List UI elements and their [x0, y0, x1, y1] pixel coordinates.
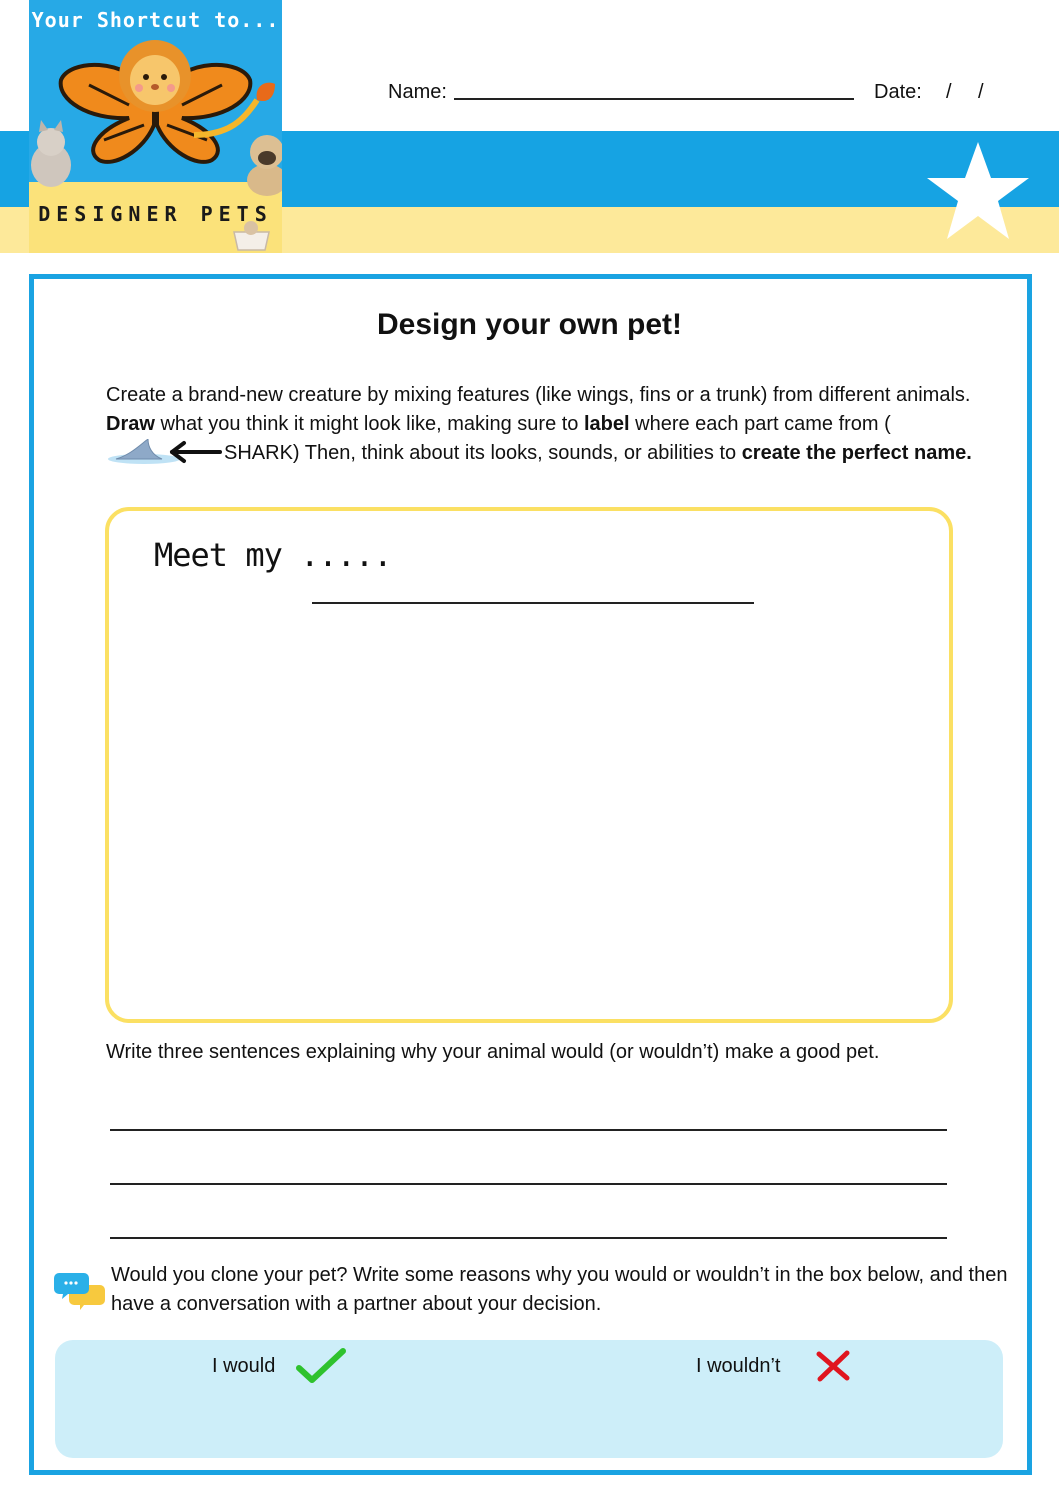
chat-bubbles-icon [54, 1271, 106, 1311]
cover-image [29, 0, 282, 253]
i-wouldnt-label: I wouldn’t [696, 1355, 781, 1377]
name-label: Name: [388, 81, 447, 103]
instructions-text: what you think it might look like, making sure to [154, 413, 584, 435]
lion-head-icon [119, 40, 191, 112]
answer-line-2[interactable] [110, 1183, 947, 1185]
star-icon [925, 140, 1031, 242]
date-label: Date: [874, 81, 922, 103]
instructions-bold-label: label [584, 413, 630, 435]
instructions-bold-create: create the perfect name. [741, 442, 972, 464]
date-separator: / [978, 81, 984, 103]
sentences-prompt: Write three sentences explaining why your animal would (or wouldn’t) make a good pet. [106, 1041, 880, 1063]
page-title: Design your own pet! [376, 308, 682, 341]
cover-subtitle: DESIGNER PETS [38, 202, 273, 226]
date-separator: / [946, 81, 952, 103]
cover-title: Your Shortcut to... [31, 8, 280, 32]
clone-prompt: Would you clone your pet? Write some reasons why you would or wouldn’t in the box below, and then have a conversation with a partner about your decision. [111, 1264, 1008, 1315]
check-icon [296, 1348, 346, 1384]
decision-box[interactable] [55, 1340, 1003, 1458]
fin-example [106, 443, 224, 465]
instructions-text: where each part came from ( [629, 413, 891, 435]
cat-icon [31, 120, 71, 187]
pet-name-line[interactable] [312, 602, 754, 604]
i-would-label: I would [212, 1355, 276, 1377]
name-input-line[interactable] [454, 98, 854, 100]
instructions-bold-draw: Draw [106, 413, 155, 435]
drawing-area[interactable] [105, 507, 953, 1023]
instructions-text: Create a brand-new creature by mixing features (like wings, fins or a trunk) from different animals. [106, 384, 971, 406]
answer-line-1[interactable] [110, 1129, 947, 1131]
arrow-left-icon [106, 439, 224, 465]
pug-icon [247, 135, 282, 196]
instructions-text: Then, think about its looks, sounds, or abilities to [299, 442, 742, 464]
answer-line-3[interactable] [110, 1237, 947, 1239]
instructions-paragraph [106, 381, 976, 468]
meet-my-label: Meet my ..... [154, 536, 392, 574]
cross-icon [815, 1350, 851, 1382]
example-label-shark: SHARK) [224, 442, 300, 464]
